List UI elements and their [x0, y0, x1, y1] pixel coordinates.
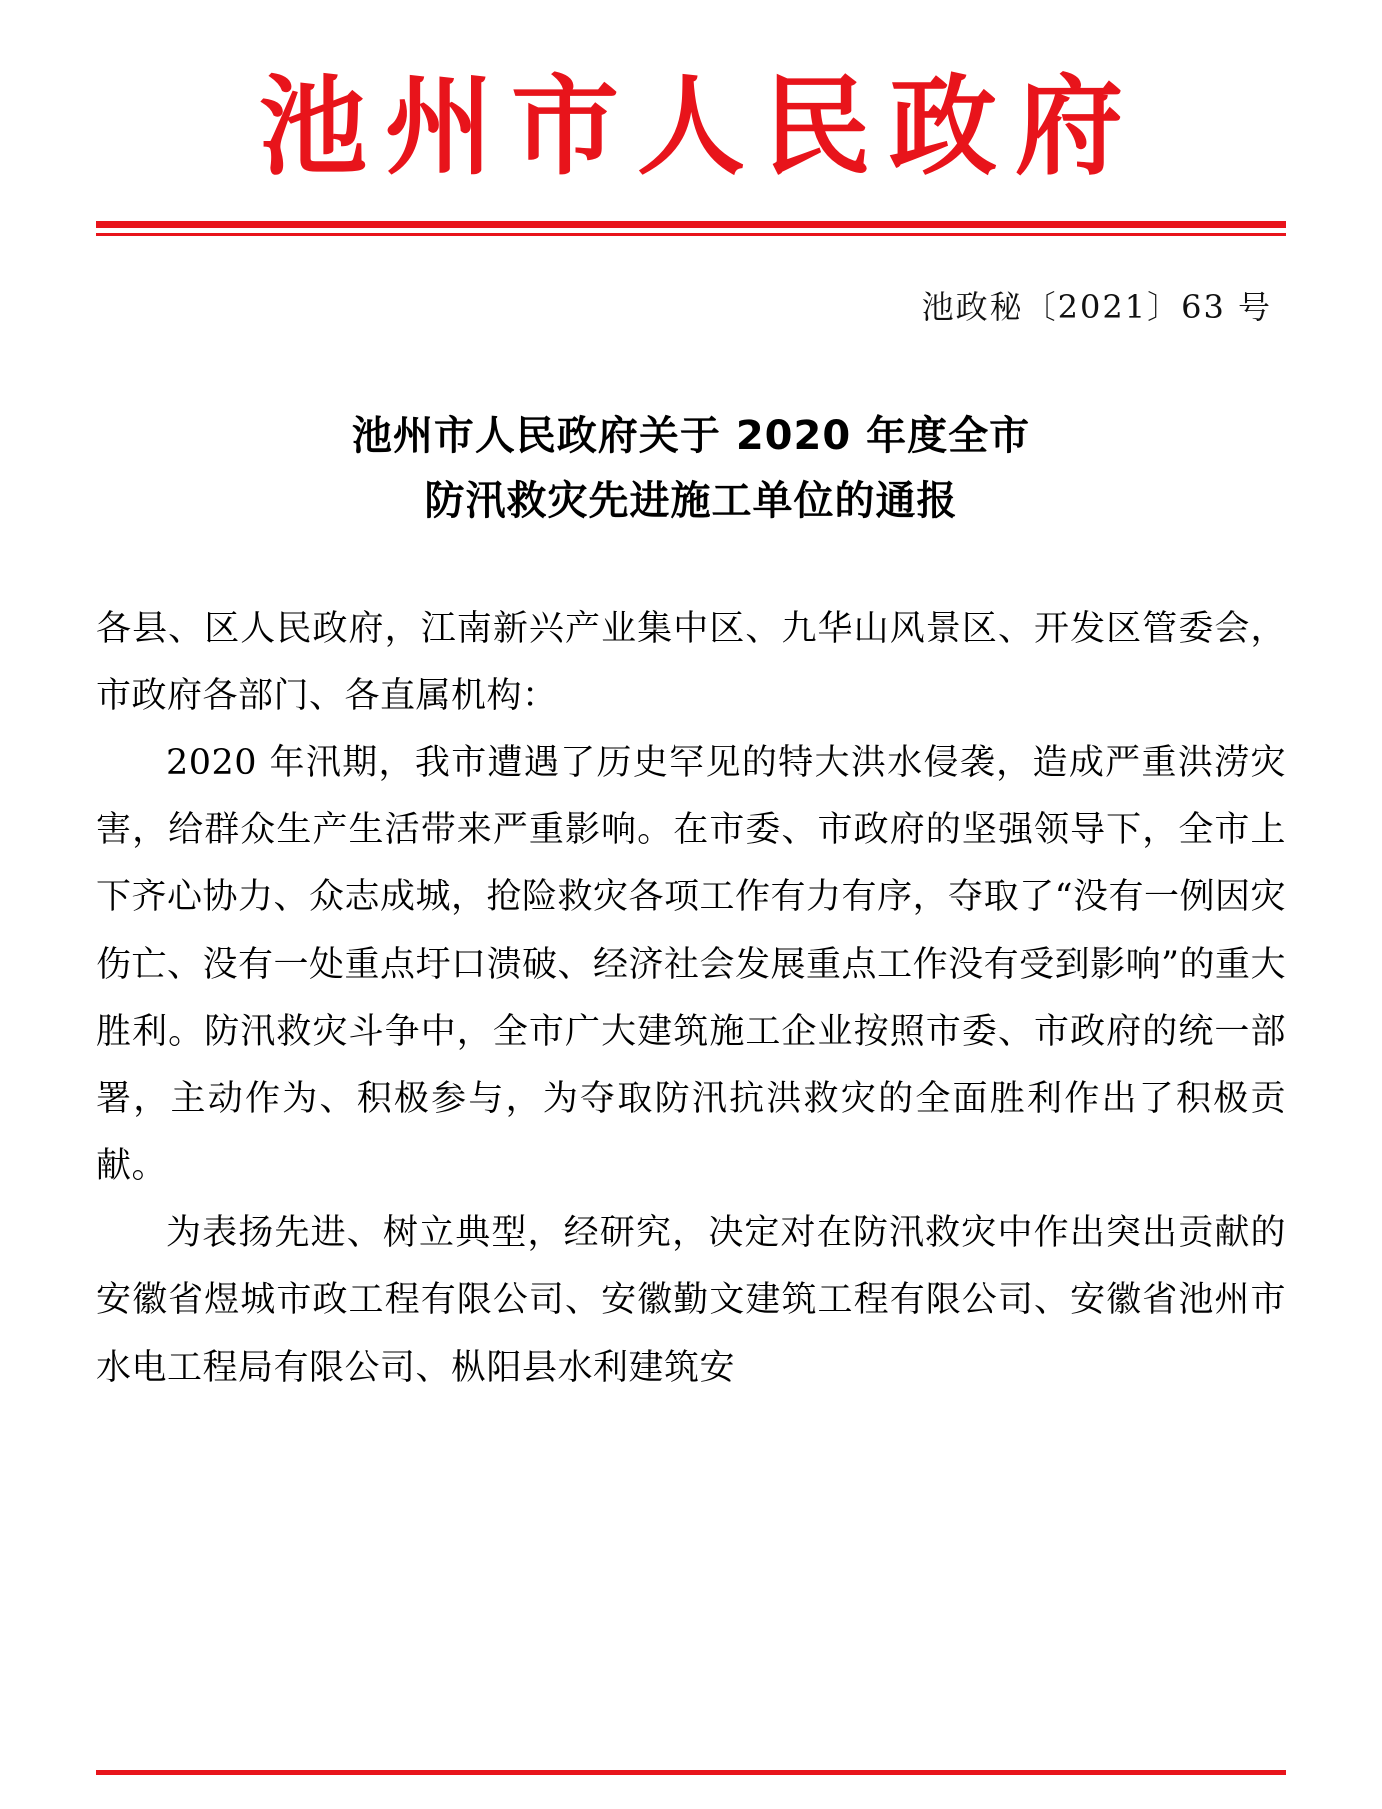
document-title — [96, 404, 1286, 534]
document-title-line-2: 防汛救灾先进施工单位的通报 — [424, 477, 958, 524]
body-paragraph-1: 2020 年汛期，我市遭遇了历史罕见的特大洪水侵袭，造成严重洪涝灾害，给群众生产生活带来严重影响。在市委、市政府的坚强领导下，全市上下齐心协力、众志成城，抢险救灾各项工作有力有序，夺取了“没有一例因灾伤亡、没有一处重点圩口溃破、经济社会发展重点工作没有受到影响”的重大胜利。防汛救灾斗争中，全市广大建筑施工企业按照市委、市政府的统一部署，主动作为、积极参与，为夺取防汛抗洪救灾的全面胜利作出了积极贡献。 — [96, 742, 1286, 1187]
masthead-divider — [96, 221, 1286, 236]
divider-thick-line — [96, 221, 1286, 228]
document-title-line-1: 池州市人民政府关于 2020 年度全市 — [351, 413, 1031, 459]
footer-divider — [96, 1770, 1286, 1775]
body-paragraph-2: 为表扬先进、树立典型，经研究，决定对在防汛救灾中作出突出贡献的安徽省煜城市政工程有限公司、安徽勤文建筑工程有限公司、安徽省池州市水电工程局有限公司、枞阳县水利建筑安 — [96, 1213, 1286, 1388]
document-body — [96, 596, 1286, 1402]
masthead-title: 池州市人民政府 — [258, 64, 1141, 190]
divider-thin-line — [96, 233, 1286, 236]
document-number: 池政秘〔2021〕63 号 — [921, 288, 1272, 326]
body-paragraph-salutation: 各县、区人民政府，江南新兴产业集中区、九华山风景区、开发区管委会，市政府各部门、各直属机构： — [96, 608, 1286, 716]
masthead — [96, 0, 1286, 195]
